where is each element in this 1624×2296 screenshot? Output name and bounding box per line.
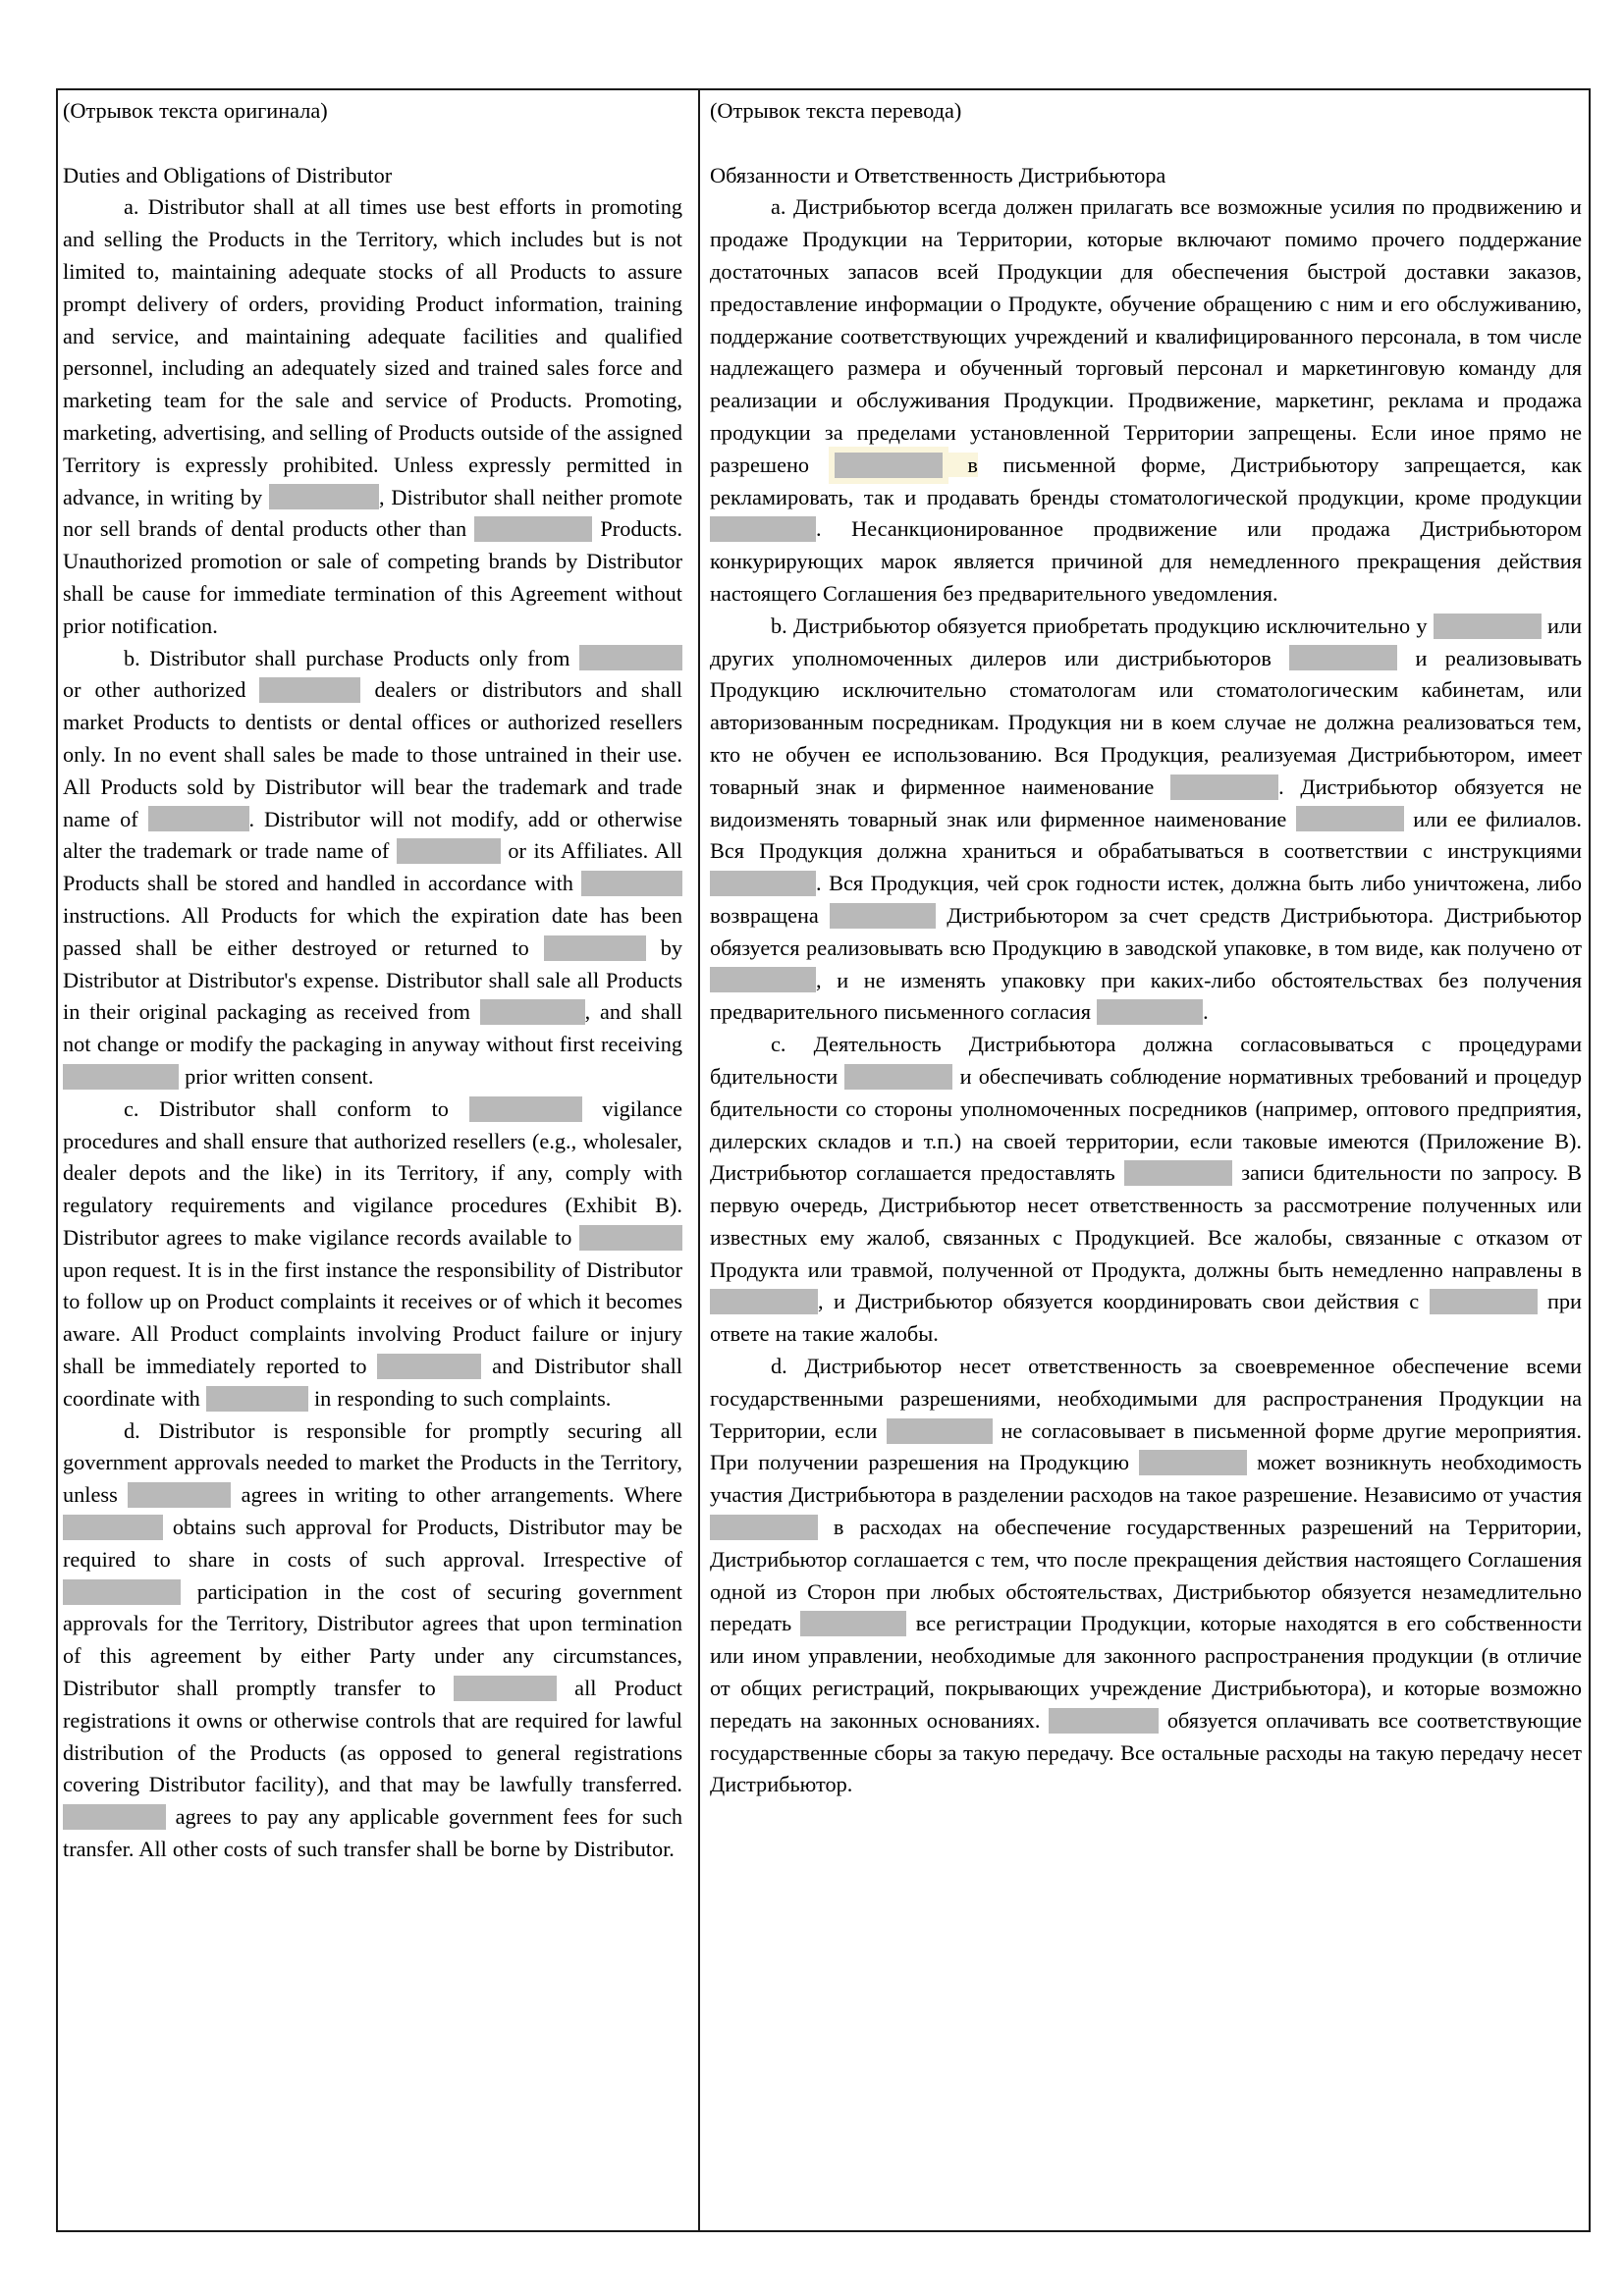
redaction-box [474,516,592,542]
text-run: и обеспечивать соблюдение нормативных требований и процедур бдительности со стороны уполномоченных посредников (например, оптового предприятия, дилерских складов и т.п.) на своей территории, если таковые имеются (Приложение B). Дистрибьютор соглашается предоставлять [710,1063,1582,1186]
redaction-box [710,516,816,542]
paragraph-a [63,191,682,642]
text-run: or other authorized [63,677,260,703]
text-run: . Дистрибьютор обязуется не видоизменять товарный знак или фирменное наименование [710,774,1582,831]
text-run: или ее филиалов. Вся Продукция должна храниться и обрабатываться в соответствии с инструкциями [710,806,1582,864]
redaction-box [1430,1289,1538,1314]
text-run: d. Distributor is responsible for promptly securing all government approvals needed to market the Products in the Territory, unless [63,1417,682,1508]
redaction-box [1049,1708,1159,1734]
text-run: or its Affiliates. All Products shall be stored and handled in accordance with [63,838,683,896]
text-run: . Вся Продукция, чей срок годности истек, должна быть либо уничтожена, либо возвращена [710,871,1582,928]
redaction-box [1296,806,1404,831]
redaction-box [579,645,682,670]
text-run: Обязанности и Ответственность Дистрибьютора [710,162,1166,187]
redaction-box [63,1579,181,1605]
text-run: by Distributor at Distributor's expense. Distributor shall sale all Products in their original packaging as received from [63,934,682,1025]
redaction-box [830,903,936,929]
text-run: записи бдительности по запросу. В первую очередь, Дистрибьютор несет ответственность за рассмотрение полученных или известных ему жалоб, связанных с Продукцией. Все жалобы, связанные с отказом от Продукта или травмой, полученной от Продукта, должны быть немедленно направлены в [710,1160,1582,1282]
redaction-box [835,453,943,478]
redaction-box [269,484,379,509]
text-run: . Distributor will not modify, add or otherwise alter the trademark or trade name of [63,806,682,864]
redaction-box [887,1418,993,1444]
redaction-box [1124,1160,1232,1186]
redaction-box [710,871,816,896]
redaction-box [1289,645,1397,670]
redaction-box [1434,614,1542,639]
redaction-box [710,1289,818,1314]
redaction-box [63,1515,163,1540]
blank-line [63,128,682,160]
text-run: upon request. It is in the first instance the responsibility of Distributor to follow up on Product complaints it receives or of which it becomes aware. All Product complaints involving Product failure or injury shall be immediately reported to [63,1256,682,1379]
text-run: (Отрывок текста перевода) [710,98,962,123]
text-run: b. Дистрибьютор обязуется приобретать продукцию исключительно у [771,613,1434,638]
column-header [710,95,1582,128]
text-run: Duties and Obligations of Distributor [63,162,393,187]
redaction-box [1170,774,1278,800]
paragraph-c [63,1094,682,1415]
text-run: обязуется оплачивать все соответствующие государственные сборы за такую передачу. Все остальные расходы на такую передачу несет Дистрибьютор. [710,1707,1582,1797]
redaction-box [63,1064,179,1090]
original-text-column [58,90,700,2230]
redaction-box [581,871,682,896]
redaction-box [377,1354,481,1379]
column-header [63,95,682,128]
redaction-box [544,935,646,961]
redaction-box [259,677,360,703]
paragraph-d [63,1415,682,1866]
text-run: b. Distributor shall purchase Products only from [124,645,579,670]
redaction-box [454,1676,557,1701]
paragraph-b [63,643,682,1094]
text-run: dealers or distributors and shall market Products to dentists or dental offices or authorized resellers only. In no event shall sales be made to those untrained in their use. All Products sold by Distributor will bear the trademark and trade name of [63,677,682,831]
text-run: c. Distributor shall conform to [124,1095,469,1121]
text-run: in responding to such complaints. [307,1385,612,1411]
redaction-box [800,1611,906,1636]
paragraph-c [710,1029,1582,1351]
text-run: . Несанкционированное продвижение или продажа Дистрибьютором конкурирующих марок является причиной для немедленного прекращения действия настоящего Соглашения без предварительного уведомления. [710,516,1582,606]
text-run: , и не изменять упаковку при каких-либо обстоятельствах без получения предварительного письменного согласия [710,967,1582,1025]
text-run: . [1203,999,1209,1025]
text-run: (Отрывок текста оригинала) [63,98,328,123]
text-run: , and shall not change or modify the packaging in anyway without first receiving [63,999,682,1057]
redaction-box [469,1096,582,1122]
redaction-box [128,1482,231,1508]
text-run: d. Дистрибьютор несет ответственность за своевременное обеспечение всеми государственными разрешениями, необходимыми для распространения Продукции на Территории, если [710,1354,1582,1443]
redaction-box [579,1225,682,1251]
redaction-box [710,1515,818,1540]
blank-line [710,128,1582,160]
redaction-box [63,1804,166,1830]
redaction-box [1139,1450,1247,1475]
text-run: a. Дистрибьютор всегда должен прилагать все возможные усилия по продвижению и продаже Продукции на Территории, которые включают помимо прочего поддержание достаточных запасов всей Продукции для обеспечения быстрой доставки заказов, предоставление информации о Продукте, обучение обращению с ним и его обслуживанию, поддержание соответствующих учреждений и квалифицированного персонала, в том числе надлежащего размера и обученный торговый персонал и маркетинговую команду для реализации и обслуживания Продукции. Продвижение, маркетинг, реклама и продажа продукции за пределами установленной Территории запрещены. Если иное прямо не разрешено [710,194,1582,477]
text-run: prior written consent. [179,1063,374,1089]
text-run: или других уполномоченных дилеров или дистрибьюторов [710,613,1582,670]
text-run: agrees in writing to other arrangements. Where [231,1482,682,1508]
redaction-box [480,999,585,1025]
text-run: не согласовывает в письменной форме другие мероприятия. При получении разрешения на Продукцию [710,1417,1582,1475]
redaction-box [397,838,501,864]
text-run: при ответе на такие жалобы. [710,1289,1582,1347]
text-run: , Distributor shall neither promote nor sell brands of dental products other than [63,484,682,542]
text-run: в [942,452,978,477]
text-run: в расходах на обеспечение государственных разрешений на Территории, Дистрибьютор соглашается с тем, что после прекращения действия настоящего Соглашения одной из Сторон при любых обстоятельствах, Дистрибьютор обязуется незамедлительно передать [710,1515,1582,1636]
redaction-box [148,806,249,831]
paragraph-d [710,1351,1582,1801]
text-run: может возникнуть необходимость участия Дистрибьютора в разделении расходов на такое разрешение. Независимо от участия [710,1450,1582,1508]
redaction-box [1097,999,1203,1025]
text-run: , и Дистрибьютор обязуется координировать свои действия с [818,1289,1430,1314]
text-run: и реализовывать Продукцию исключительно стоматологам или стоматологическим кабинетам, или авторизованным посредникам. Продукция ни в коем случае не должна реализоваться тем, кто не обучен ее использованию. Вся Продукция, реализуемая Дистрибьютором, имеет товарный знак и фирменное наименование [710,645,1582,799]
text-run: all Product registrations it owns or otherwise controls that are required for lawful distribution of the Products (as opposed to general registrations covering Distributor facility), and that may be lawfully transferred. [63,1676,682,1797]
text-run: vigilance procedures and shall ensure that authorized resellers (e.g., wholesaler, dealer depots and the like) in its Territory, if any, comply with regulatory requirements and vigilance procedures (Exhibit B). Distributor agrees to make vigilance records available to [63,1095,683,1250]
text-run: obtains such approval for Products, Distributor may be required to share in costs of such approval. Irrespective of [63,1515,682,1572]
translation-text-column [700,90,1589,2230]
redaction-box [844,1064,952,1090]
redaction-box [206,1386,308,1412]
text-run: Products. Unauthorized promotion or sale of competing brands by Distributor shall be cause for immediate termination of this Agreement without prior notification. [63,516,682,638]
paragraph-b [710,611,1582,1029]
text-run: Дистрибьютором за счет средств Дистрибьютора. Дистрибьютор обязуется реализовывать всю Продукцию в заводской упаковке, в том виде, как получено от [710,902,1582,960]
redaction-box [710,967,816,992]
paragraph-a [710,191,1582,610]
text-run: and Distributor shall coordinate with [63,1354,682,1411]
text-run: a. Distributor shall at all times use best efforts in promoting and selling the Products in the Territory, which includes but is not limited to, maintaining adequate stocks of all Products to assure prompt delivery of orders, providing Product information, training and service, and maintaining adequate facilities and qualified personnel, including an adequately sized and trained sales force and marketing team for the sale and service of Products. Promoting, marketing, advertising, and selling of Products outside of the assigned Territory is expressly prohibited. Unless expressly permitted in advance, in writing by [63,194,682,509]
text-run: c. Деятельность Дистрибьютора должна согласовываться с процедурами бдительности [710,1032,1582,1089]
translation-comparison-table [56,88,1591,2232]
section-title [710,160,1582,192]
text-run: participation in the cost of securing government approvals for the Territory, Distributor agrees that upon termination of this agreement by either Party under any circumstances, Distributor shall promptly transfer to [63,1578,682,1701]
text-run: agrees to pay any applicable government fees for such transfer. All other costs of such transfer shall be borne by Distributor. [63,1804,682,1862]
text-run: все регистрации Продукции, которые находятся в его собственности или ином управлении, необходимые для законного распространения продукции (в отличие от общих регистраций, покрывающих учреждение Дистрибьютора), и которые возможно передать на законных основаниях. [710,1611,1582,1733]
text-run: письменной форме, Дистрибьютору запрещается, как рекламировать, так и продавать бренды стоматологической продукции, кроме продукции [710,452,1582,509]
text-run: instructions. All Products for which the expiration date has been passed shall be either destroyed or returned to [63,902,682,960]
section-title [63,160,682,192]
